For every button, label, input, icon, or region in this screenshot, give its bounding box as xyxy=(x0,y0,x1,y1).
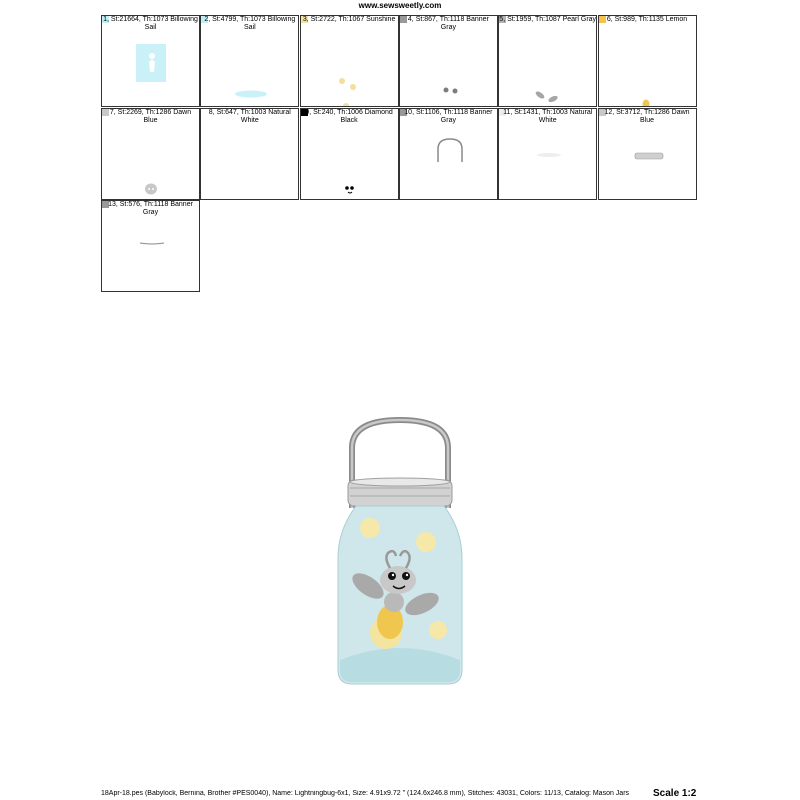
glow-dot xyxy=(360,518,380,538)
color-stop-cell xyxy=(101,15,200,107)
color-stop-label: 10, St:1106, Th:1118 Banner Gray xyxy=(404,108,493,124)
tail-light-preview xyxy=(599,32,697,107)
head-preview xyxy=(102,125,200,200)
color-stop-cell xyxy=(498,108,597,200)
color-stop-label: 11, St:1431, Th:1003 Natural White xyxy=(503,108,593,124)
lid-top-preview xyxy=(499,125,597,200)
color-stop-label: 1, St:21664, Th:1073 Billowing Sail xyxy=(103,16,198,31)
color-stop-cell xyxy=(598,108,697,200)
design-info-footer: 18Apr-18.pes (Babylock, Bernina, Brother #PES0040), Name: Lightningbug-6x1, Size: 4.91x9.72 " (124.6x246.8 mm), Stitches: 43031, Colors: 11/13, Catalog: Mason Jars xyxy=(101,790,630,797)
color-stop-label: 8, St:647, Th:1003 Natural White xyxy=(208,108,291,124)
white-details-preview xyxy=(201,125,299,200)
lightning-bug-jar-design xyxy=(320,408,480,688)
color-stop-cell xyxy=(101,108,200,200)
lid-preview xyxy=(599,125,697,200)
wings-preview xyxy=(499,32,597,107)
glow-dot xyxy=(429,621,447,639)
jar-bottom-preview xyxy=(201,32,299,107)
color-stop-cell xyxy=(399,15,498,107)
color-stop-grid xyxy=(101,15,697,293)
gray-dots-preview xyxy=(400,32,498,107)
site-url: www.sewsweetly.com xyxy=(358,1,442,10)
handle-preview xyxy=(400,125,498,200)
glow-dots-preview xyxy=(301,32,399,107)
bug-head xyxy=(380,566,416,594)
color-stop-cell xyxy=(101,200,200,292)
color-stop-label: 5, St:1959, Th:1087 Pearl Gray xyxy=(499,16,597,23)
color-stop-label: 9, St:240, Th:1006 Diamond Black xyxy=(305,108,393,124)
color-stop-cell xyxy=(300,108,399,200)
color-stop-cell xyxy=(399,108,498,200)
glow-dot xyxy=(416,532,436,552)
color-stop-cell xyxy=(200,108,299,200)
color-stop-label: 3, St:2722, Th:1067 Sunshine xyxy=(302,16,396,23)
color-stop-label: 6, St:989, Th:1135 Lemon xyxy=(606,16,688,23)
color-stop-cell xyxy=(200,15,299,107)
color-stop-cell xyxy=(598,15,697,107)
color-stop-cell xyxy=(498,15,597,107)
color-stop-label: 13, St:576, Th:1118 Banner Gray xyxy=(108,201,193,216)
color-stop-cell xyxy=(300,15,399,107)
eyes-preview xyxy=(301,125,399,200)
jar-fill-preview xyxy=(102,32,200,107)
scale-label: Scale 1:2 xyxy=(653,788,697,799)
color-stop-label: 12, St:3712, Th:1286 Dawn Blue xyxy=(604,108,690,124)
color-stop-label: 4, St:867, Th:1118 Banner Gray xyxy=(407,16,489,31)
lid-line-preview xyxy=(102,217,200,292)
color-stop-label: 7, St:2269, Th:1286 Dawn Blue xyxy=(109,108,192,124)
color-stop-label: 2, St:4799, Th:1073 Billowing Sail xyxy=(204,16,296,31)
